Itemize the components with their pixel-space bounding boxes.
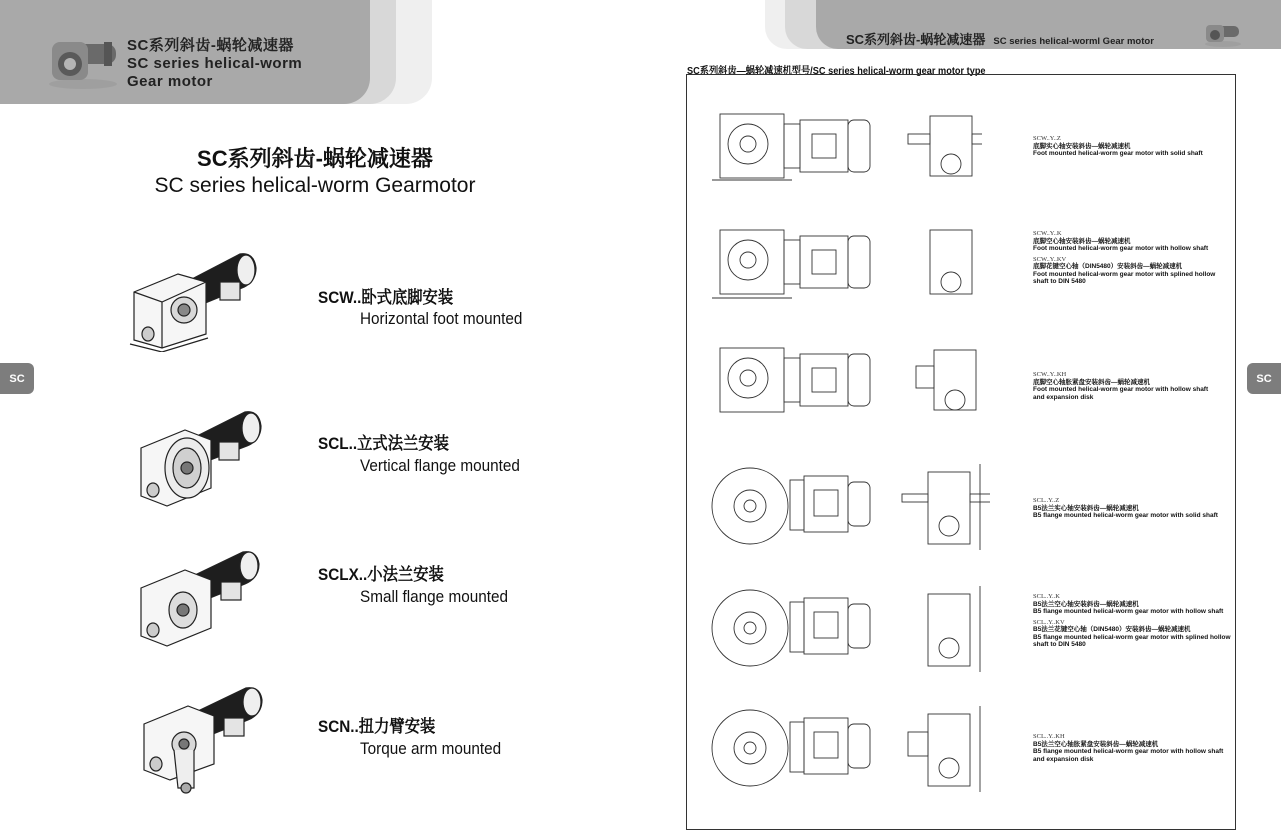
type-row-4-label: [1033, 497, 1218, 520]
type-desc-en: Foot mounted helical-worm gear motor with hollow shaft: [1033, 386, 1209, 393]
mount-desc-3: Small flange mounted: [360, 587, 508, 606]
type-desc-zh: 底脚空心轴胀紧盘安装斜齿—蜗轮减速机: [1033, 378, 1150, 386]
type-desc-zh: 底脚实心轴安装斜齿—蜗轮减速机: [1033, 142, 1131, 150]
type-desc-zh: B5法兰空心轴安装斜齿—蜗轮减速机: [1033, 600, 1139, 608]
type-code: SCL..Y..K: [1033, 593, 1060, 600]
type-code: SCW..Y..KV: [1033, 255, 1067, 263]
type-row-3-label: [1033, 371, 1208, 401]
foot-mounted-gearmotor-icon: [128, 248, 260, 352]
type-row-6-drawing: [710, 702, 990, 798]
type-desc-en: B5 flange mounted helical-worm gear motor with hollow shaft: [1033, 608, 1224, 615]
type-section-title: SC系列斜齿—蜗轮减速机型号/SC series helical-worm gear motor type: [687, 66, 986, 77]
type-desc-zh: B5法兰花键空心轴（DIN5480）安装斜齿—蜗轮减速机: [1033, 626, 1191, 633]
type-desc-zh: 底脚花键空心轴（DIN5480）安装斜齿—蜗轮减速机: [1033, 263, 1183, 270]
header-right-en: SC series helical-worml Gear motor: [993, 36, 1154, 47]
type-desc-en: B5 flange mounted helical-worm gear motor with splined hollow: [1033, 633, 1231, 641]
header-right-text: [846, 29, 1154, 48]
page-title-en: SC series helical-worm Gearmotor: [154, 174, 476, 197]
type-code: SCW..Y..K: [1033, 230, 1062, 237]
type-row-4-drawing: [710, 460, 990, 556]
type-desc-en: B5 flange mounted helical-worm gear motor with hollow shaft: [1033, 748, 1224, 755]
header-left-en1: SC series helical-worm: [127, 55, 303, 72]
mount-code-3: SCLX..小法兰安装: [318, 565, 444, 584]
type-row-2-label: [1033, 230, 1215, 286]
type-row-5-label: [1033, 593, 1231, 649]
mount-code-1: SCW..卧式底脚安装: [318, 288, 454, 307]
header-right-zh: SC系列斜齿-蜗轮减速器: [846, 32, 986, 47]
type-desc-zh: B5法兰空心轴胀紧盘安装斜齿—蜗轮减速机: [1033, 740, 1159, 748]
type-row-5-drawing: [710, 582, 990, 678]
type-row-1-label: [1033, 135, 1203, 158]
type-desc-en: Foot mounted helical-worm gear motor with solid shaft: [1033, 150, 1203, 157]
type-row-6-label: [1033, 733, 1223, 763]
flange-mounted-gearmotor-icon: [133, 408, 265, 512]
type-desc-en: Foot mounted helical-worm gear motor with splined hollow: [1033, 270, 1216, 278]
mount-desc-4: Torque arm mounted: [360, 739, 502, 758]
type-desc-en: Foot mounted helical-worm gear motor with hollow shaft: [1033, 245, 1209, 252]
torque-arm-gearmotor-icon: [136, 684, 268, 802]
type-desc-en: shaft to DIN 5480: [1033, 641, 1086, 648]
type-code: SCL..Y..KV: [1033, 618, 1065, 626]
type-code: SCL..Y..KH: [1033, 733, 1065, 740]
side-tab-left[interactable]: SC: [0, 363, 34, 394]
type-desc-en: B5 flange mounted helical-worm gear motor with solid shaft: [1033, 512, 1218, 519]
type-row-1-drawing: [712, 108, 982, 188]
mount-code-4: SCN..扭力臂安装: [318, 717, 436, 736]
type-code: SCW..Y..Z: [1033, 135, 1061, 142]
header-left-text: [127, 37, 302, 91]
type-row-2-drawing: [712, 222, 982, 306]
type-desc-en: and expansion disk: [1033, 755, 1094, 763]
header-left-zh: SC系列斜齿-蜗轮减速器: [127, 37, 294, 54]
header-gearmotor-icon: [44, 34, 122, 90]
type-desc-zh: B5法兰实心轴安装斜齿—蜗轮减速机: [1033, 504, 1139, 512]
header-right-gearmotor-icon: [1203, 22, 1243, 48]
small-flange-gearmotor-icon: [133, 548, 265, 652]
header-left-en2: Gear motor: [127, 73, 213, 90]
side-tab-right[interactable]: SC: [1247, 363, 1281, 394]
mount-desc-1: Horizontal foot mounted: [360, 309, 523, 328]
type-code: SCL..Y..Z: [1033, 497, 1060, 504]
mount-desc-2: Vertical flange mounted: [360, 456, 520, 475]
type-row-3-drawing: [712, 342, 982, 422]
type-desc-zh: 底脚空心轴安装斜齿—蜗轮减速机: [1033, 237, 1131, 245]
type-desc-en: and expansion disk: [1033, 393, 1094, 401]
type-code: SCW..Y..KH: [1033, 371, 1067, 378]
mount-code-2: SCL..立式法兰安装: [318, 434, 449, 453]
page-title-zh: SC系列斜齿-蜗轮减速器: [197, 146, 433, 171]
type-desc-en: shaft to DIN 5480: [1033, 278, 1086, 285]
